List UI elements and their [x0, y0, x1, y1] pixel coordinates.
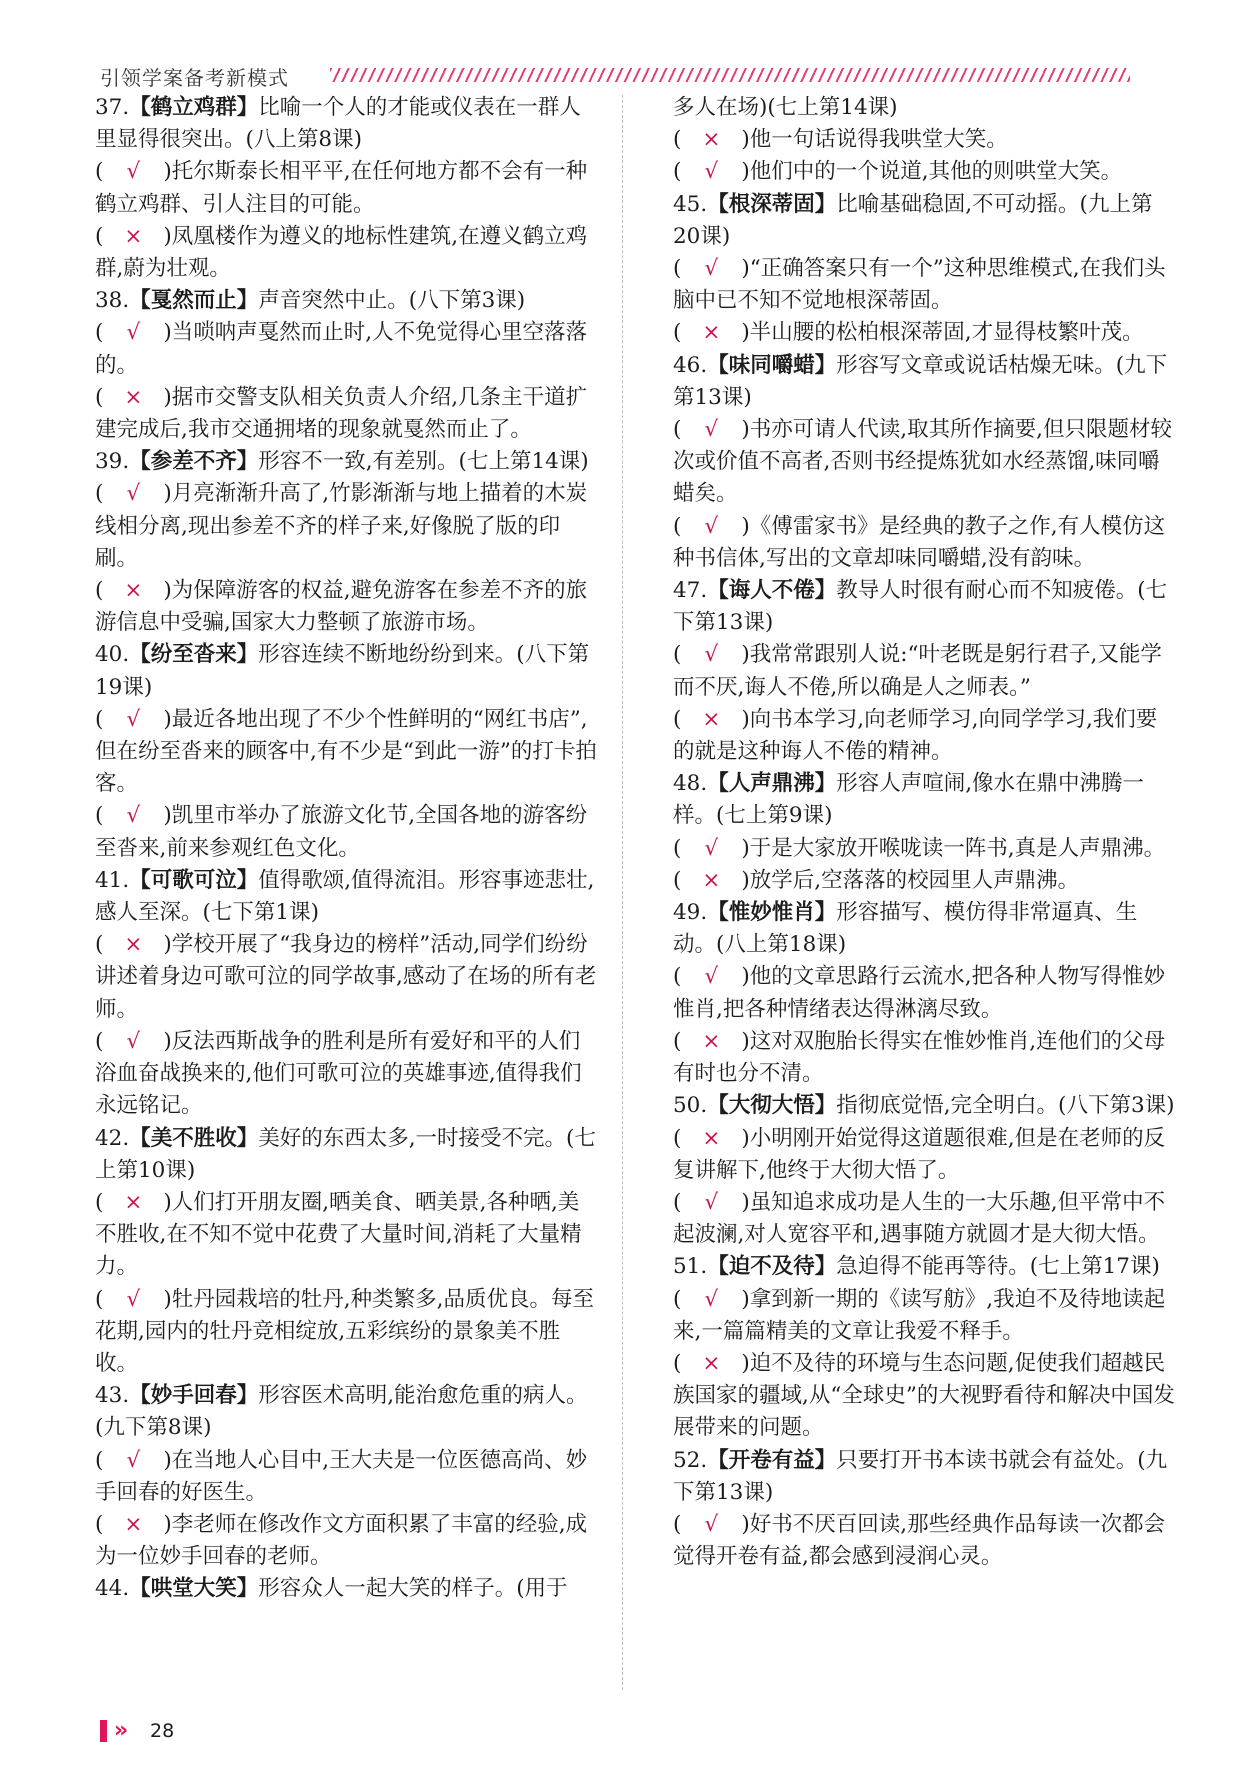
check-mark-icon: √ — [704, 256, 719, 282]
page-header — [100, 62, 1140, 92]
check-mark-icon: √ — [126, 706, 141, 732]
example-text: 为保障游客的权益,避免游客在参差不齐的旅游信息中受骗,国家大力整顿了旅游市场。 — [95, 578, 588, 636]
example-sentence: ( × )他一句话说得我哄堂大笑。 — [673, 124, 1178, 156]
check-mark-icon: √ — [126, 1447, 141, 1473]
example-sentence: ( × )迫不及待的环境与生态问题,促使我们超越民族国家的疆域,从“全球史”的大视野看待和解决中国发展带来的问题。 — [673, 1348, 1178, 1445]
example-text: 《傅雷家书》是经典的教子之作,有人模仿这种书信体,写出的文章却味同嚼蜡,没有韵味。 — [673, 513, 1166, 571]
entry-number: 41. — [95, 867, 130, 893]
example-text: 学校开展了“我身边的榜样”活动,同学们纷纷讲述着身边可歌可泣的同学故事,感动了在场的所有老师。 — [95, 932, 597, 1022]
example-sentence: ( √ )拿到新一期的《读写舫》,我迫不及待地读起来,一篇篇精美的文章让我爱不释手。 — [673, 1284, 1178, 1348]
cross-mark-icon: × — [124, 223, 143, 249]
example-sentence: ( √ )托尔斯泰长相平平,在任何地方都不会有一种鹤立鸡群、引人注目的可能。 — [95, 156, 600, 220]
check-mark-icon: √ — [704, 417, 719, 443]
idiom-entry — [673, 92, 1178, 189]
idiom-term: 【诲人不倦】 — [707, 578, 837, 604]
idiom-entry — [95, 285, 600, 446]
idiom-entry — [95, 1380, 600, 1573]
check-mark-icon: √ — [704, 964, 719, 990]
example-sentence: ( √ )书亦可请人代读,取其所作摘要,但只限题材较次或价值不高者,否则书经提炼犹如水经蒸馏,味同嚼蜡矣。 — [673, 414, 1178, 511]
entry-heading — [673, 897, 1178, 961]
example-sentence: ( √ )他的文章思路行云流水,把各种人物写得惟妙惟肖,把各种情绪表达得淋漓尽致。 — [673, 961, 1178, 1025]
example-sentence: ( √ )月亮渐渐升高了,竹影渐渐与地上描着的木炭线相分离,现出参差不齐的样子来,好像脱了版的印刷。 — [95, 478, 600, 575]
example-text: 好书不厌百回读,那些经典作品每读一次都会觉得开卷有益,都会感到浸润心灵。 — [673, 1511, 1166, 1570]
header-title: 引领学案备考新模式 — [100, 66, 289, 90]
idiom-term: 【纷至沓来】 — [129, 642, 259, 668]
idiom-definition: 比喻一个人的才能或仪表在一群人里显得很突出。(八上第8课) — [95, 95, 581, 153]
footer-bar — [100, 1720, 107, 1742]
idiom-definition: 声音突然中止。(八下第3课) — [258, 288, 526, 314]
example-text: 月亮渐渐升高了,竹影渐渐与地上描着的木炭线相分离,现出参差不齐的样子来,好像脱了版的印刷。 — [95, 481, 588, 571]
entry-heading — [673, 350, 1178, 414]
idiom-entry — [673, 897, 1178, 1090]
entry-number: 46. — [673, 352, 708, 378]
example-text: 迫不及待的环境与生态问题,促使我们超越民族国家的疆域,从“全球史”的大视野看待和解决中国发展带来的问题。 — [673, 1350, 1175, 1441]
entry-heading — [95, 865, 600, 929]
idiom-entry — [673, 1445, 1178, 1574]
check-mark-icon: √ — [704, 513, 719, 539]
example-text: 放学后,空落落的校园里人声鼎沸。 — [749, 867, 1080, 893]
entry-heading — [95, 639, 600, 703]
idiom-term: 【惟妙惟肖】 — [707, 900, 837, 926]
check-mark-icon: √ — [704, 1286, 719, 1312]
check-mark-icon: √ — [126, 1286, 141, 1312]
check-mark-icon: √ — [126, 481, 141, 507]
entry-number: 48. — [673, 771, 708, 797]
example-text: 这对双胞胎长得实在惟妙惟肖,连他们的父母有时也分不清。 — [673, 1028, 1166, 1087]
idiom-definition: 教导人时很有耐心而不知疲倦。(七下第13课) — [673, 578, 1168, 636]
entry-number: 45. — [673, 191, 708, 217]
example-text: 人们打开朋友圈,晒美食、晒美景,各种晒,美不胜收,在不知不觉中花费了大量时间,消耗了大量精力。 — [95, 1189, 582, 1280]
idiom-definition: 指彻底觉悟,完全明白。(八下第3课) — [836, 1093, 1175, 1119]
entry-number: 52. — [673, 1447, 708, 1473]
cross-mark-icon: × — [124, 384, 143, 410]
example-sentence: ( × )学校开展了“我身边的榜样”活动,同学们纷纷讲述着身边可歌可泣的同学故事,感动了在场的所有老师。 — [95, 929, 600, 1026]
idiom-term: 【味同嚼蜡】 — [707, 352, 837, 378]
example-text: 小明刚开始觉得这道题很难,但是在老师的反复讲解下,他终于大彻大悟了。 — [673, 1125, 1166, 1183]
entry-heading — [673, 1251, 1178, 1283]
example-sentence: ( √ )《傅雷家书》是经典的教子之作,有人模仿这种书信体,写出的文章却味同嚼蜡,没有韵味。 — [673, 511, 1178, 575]
idiom-entry — [95, 639, 600, 864]
idiom-term: 【可歌可泣】 — [129, 867, 259, 893]
left-column — [95, 92, 600, 1606]
idiom-entry — [95, 1123, 600, 1381]
example-sentence: ( × )据市交警支队相关负责人介绍,几条主干道扩建完成后,我市交通拥堵的现象就戛然而止了。 — [95, 382, 600, 446]
cross-mark-icon: × — [124, 1511, 143, 1537]
example-sentence: ( √ )最近各地出现了不少个性鲜明的“网红书店”,但在纷至沓来的顾客中,有不少是“到此一游”的打卡拍客。 — [95, 704, 600, 801]
idiom-definition: 形容写文章或说话枯燥无味。(九下第13课) — [673, 352, 1168, 410]
example-sentence: ( × )为保障游客的权益,避免游客在参差不齐的旅游信息中受骗,国家大力整顿了旅游市场。 — [95, 575, 600, 639]
idiom-definition: 形容人声喧闹,像水在鼎中沸腾一样。(七上第9课) — [673, 771, 1145, 829]
entry-heading — [95, 446, 600, 478]
entry-number: 40. — [95, 642, 130, 668]
entry-heading — [95, 285, 600, 317]
example-text: 于是大家放开喉咙读一阵书,真是人声鼎沸。 — [749, 835, 1166, 861]
idiom-term: 【参差不齐】 — [129, 449, 259, 475]
example-text: 他的文章思路行云流水,把各种人物写得惟妙惟肖,把各种情绪表达得淋漓尽致。 — [673, 964, 1166, 1022]
example-sentence: ( √ )虽知追求成功是人生的一大乐趣,但平常中不起波澜,对人宽容平和,遇事随方就圆才是大彻大悟。 — [673, 1187, 1178, 1251]
idiom-term: 【根深蒂固】 — [707, 191, 837, 217]
example-sentence: ( √ )反法西斯战争的胜利是所有爱好和平的人们浴血奋战换来的,他们可歌可泣的英雄事迹,值得我们永远铭记。 — [95, 1026, 600, 1123]
entry-number: 44. — [95, 1576, 130, 1602]
idiom-entry — [673, 575, 1178, 768]
entry-number: 49. — [673, 900, 708, 926]
example-text: 在当地人心目中,王大夫是一位医德高尚、妙手回春的好医生。 — [95, 1447, 588, 1505]
idiom-term: 【开卷有益】 — [707, 1447, 837, 1473]
entry-heading — [673, 768, 1178, 832]
idiom-definition: 形容医术高明,能治愈危重的病人。(九下第8课) — [95, 1383, 588, 1441]
check-mark-icon: √ — [704, 642, 719, 668]
example-sentence: ( √ )当唢呐声戛然而止时,人不免觉得心里空落落的。 — [95, 317, 600, 381]
entry-heading — [95, 92, 600, 156]
idiom-entry — [673, 1251, 1178, 1444]
cross-mark-icon: × — [702, 706, 721, 732]
column-divider — [622, 95, 623, 1690]
idiom-definition: 形容众人一起大笑的样子。(用于 — [258, 1576, 568, 1602]
example-sentence: ( √ )他们中的一个说道,其他的则哄堂大笑。 — [673, 156, 1178, 188]
cross-mark-icon: × — [702, 1028, 721, 1054]
check-mark-icon: √ — [126, 159, 141, 185]
example-sentence: ( × )放学后,空落落的校园里人声鼎沸。 — [673, 865, 1178, 897]
right-column — [673, 92, 1178, 1573]
example-text: “正确答案只有一个”这种思维模式,在我们头脑中已不知不觉地根深蒂固。 — [673, 256, 1166, 314]
entry-number: 42. — [95, 1125, 130, 1151]
check-mark-icon: √ — [704, 159, 719, 185]
entry-heading — [95, 1123, 600, 1187]
idiom-definition: 多人在场)(七上第14课) — [673, 95, 898, 120]
idiom-term: 【戛然而止】 — [129, 288, 259, 314]
example-sentence: ( × )向书本学习,向老师学习,向同学学习,我们要的就是这种诲人不倦的精神。 — [673, 704, 1178, 768]
example-sentence: ( √ )牡丹园栽培的牡丹,种类繁多,品质优良。每至花期,园内的牡丹竞相绽放,五彩缤纷的景象美不胜收。 — [95, 1284, 600, 1381]
example-text: 半山腰的松柏根深蒂固,才显得枝繁叶茂。 — [749, 320, 1144, 346]
example-text: 托尔斯泰长相平平,在任何地方都不会有一种鹤立鸡群、引人注目的可能。 — [95, 159, 588, 217]
check-mark-icon: √ — [126, 803, 141, 829]
example-text: 虽知追求成功是人生的一大乐趣,但平常中不起波澜,对人宽容平和,遇事随方就圆才是大彻大悟。 — [673, 1189, 1166, 1248]
idiom-term: 【迫不及待】 — [707, 1254, 837, 1280]
example-text: 我常常跟别人说:“叶老既是躬行君子,又能学而不厌,诲人不倦,所以确是人之师表。” — [673, 642, 1162, 700]
idiom-term: 【妙手回春】 — [129, 1383, 259, 1409]
double-chevron-icon: » — [114, 1718, 126, 1743]
cross-mark-icon: × — [124, 578, 143, 604]
entry-number: 50. — [673, 1093, 708, 1119]
check-mark-icon: √ — [704, 1511, 719, 1537]
check-mark-icon: √ — [704, 1189, 719, 1215]
entry-number: 37. — [95, 95, 130, 120]
entry-heading — [673, 189, 1178, 253]
idiom-entry — [673, 189, 1178, 350]
idiom-term: 【人声鼎沸】 — [707, 771, 837, 797]
entry-number: 39. — [95, 449, 130, 475]
idiom-definition: 美好的东西太多,一时接受不完。(七上第10课) — [95, 1125, 596, 1183]
example-text: 当唢呐声戛然而止时,人不免觉得心里空落落的。 — [95, 320, 588, 378]
entry-number: 51. — [673, 1254, 708, 1280]
example-sentence: ( × )这对双胞胎长得实在惟妙惟肖,连他们的父母有时也分不清。 — [673, 1026, 1178, 1090]
example-sentence: ( √ )凯里市举办了旅游文化节,全国各地的游客纷至沓来,前来参观红色文化。 — [95, 800, 600, 864]
cross-mark-icon: × — [702, 127, 721, 153]
example-text: 据市交警支队相关负责人介绍,几条主干道扩建完成后,我市交通拥堵的现象就戛然而止了。 — [95, 384, 588, 443]
idiom-definition: 比喻基础稳固,不可动摇。(九上第20课) — [673, 191, 1153, 249]
idiom-definition: 只要打开书本读书就会有益处。(九下第13课) — [673, 1447, 1168, 1505]
cross-mark-icon: × — [702, 1125, 721, 1151]
idiom-entry — [95, 865, 600, 1123]
idiom-definition: 形容连续不断地纷纷到来。(八下第19课) — [95, 642, 590, 700]
example-sentence: ( × )李老师在修改作文方面积累了丰富的经验,成为一位妙手回春的老师。 — [95, 1509, 600, 1573]
example-text: 拿到新一期的《读写舫》,我迫不及待地读起来,一篇篇精美的文章让我爱不释手。 — [673, 1286, 1166, 1344]
idiom-entry — [673, 768, 1178, 897]
entry-heading — [95, 1573, 600, 1605]
cross-mark-icon: × — [124, 1189, 143, 1215]
entry-heading — [673, 1445, 1178, 1509]
idiom-entry — [95, 1573, 600, 1605]
example-sentence: ( √ )好书不厌百回读,那些经典作品每读一次都会觉得开卷有益,都会感到浸润心灵。 — [673, 1509, 1178, 1573]
example-text: 他一句话说得我哄堂大笑。 — [749, 127, 1008, 153]
check-mark-icon: √ — [126, 1028, 141, 1054]
idiom-entry — [95, 446, 600, 639]
idiom-term: 【大彻大悟】 — [707, 1093, 837, 1119]
example-text: 书亦可请人代读,取其所作摘要,但只限题材较次或价值不高者,否则书经提炼犹如水经蒸馏,味同嚼蜡矣。 — [673, 417, 1172, 507]
idiom-definition: 急迫得不能再等待。(七上第17课) — [836, 1254, 1160, 1280]
cross-mark-icon: × — [702, 320, 721, 346]
check-mark-icon: √ — [704, 835, 719, 861]
example-sentence: ( √ )于是大家放开喉咙读一阵书,真是人声鼎沸。 — [673, 833, 1178, 865]
entry-number: 47. — [673, 578, 708, 604]
example-text: 凤凰楼作为遵义的地标性建筑,在遵义鹤立鸡群,蔚为壮观。 — [95, 223, 588, 282]
idiom-entry — [95, 92, 600, 285]
example-sentence: ( × )半山腰的松柏根深蒂固,才显得枝繁叶茂。 — [673, 317, 1178, 349]
idiom-definition: 形容描写、模仿得非常逼真、生动。(八上第18课) — [673, 900, 1138, 958]
cross-mark-icon: × — [124, 932, 143, 958]
check-mark-icon: √ — [126, 320, 141, 346]
example-text: 最近各地出现了不少个性鲜明的“网红书店”,但在纷至沓来的顾客中,有不少是“到此一游”的打卡拍客。 — [95, 706, 597, 797]
example-text: 向书本学习,向老师学习,向同学学习,我们要的就是这种诲人不倦的精神。 — [673, 706, 1158, 765]
example-sentence: ( √ )在当地人心目中,王大夫是一位医德高尚、妙手回春的好医生。 — [95, 1445, 600, 1509]
idiom-term: 【美不胜收】 — [129, 1125, 259, 1151]
example-sentence: ( × )凤凰楼作为遵义的地标性建筑,在遵义鹤立鸡群,蔚为壮观。 — [95, 221, 600, 285]
idiom-entry — [673, 350, 1178, 575]
idiom-term: 【哄堂大笑】 — [129, 1576, 259, 1602]
entry-number: 43. — [95, 1383, 130, 1409]
cross-mark-icon: × — [702, 1350, 721, 1376]
page-number: 28 — [150, 1720, 175, 1742]
entry-heading — [95, 1380, 600, 1444]
example-sentence: ( √ )“正确答案只有一个”这种思维模式,在我们头脑中已不知不觉地根深蒂固。 — [673, 253, 1178, 317]
example-sentence: ( √ )我常常跟别人说:“叶老既是躬行君子,又能学而不厌,诲人不倦,所以确是人之师表。” — [673, 639, 1178, 703]
header-decoration — [330, 68, 1130, 82]
example-text: 李老师在修改作文方面积累了丰富的经验,成为一位妙手回春的老师。 — [95, 1511, 588, 1570]
idiom-term: 【鹤立鸡群】 — [129, 95, 259, 120]
idiom-definition: 值得歌颂,值得流泪。形容事迹悲壮,感人至深。(七下第1课) — [95, 867, 595, 926]
example-text: 牡丹园栽培的牡丹,种类繁多,品质优良。每至花期,园内的牡丹竞相绽放,五彩缤纷的景象美不胜收。 — [95, 1286, 594, 1376]
entry-heading — [673, 575, 1178, 639]
idiom-entry — [673, 1090, 1178, 1251]
example-text: 他们中的一个说道,其他的则哄堂大笑。 — [749, 159, 1123, 185]
example-text: 反法西斯战争的胜利是所有爱好和平的人们浴血奋战换来的,他们可歌可泣的英雄事迹,值得我们永远铭记。 — [95, 1028, 582, 1119]
cross-mark-icon: × — [702, 867, 721, 893]
entry-number: 38. — [95, 288, 130, 314]
idiom-definition: 形容不一致,有差别。(七上第14课) — [258, 449, 589, 475]
entry-heading — [673, 1090, 1178, 1122]
example-sentence: ( × )人们打开朋友圈,晒美食、晒美景,各种晒,美不胜收,在不知不觉中花费了大量时间,消耗了大量精力。 — [95, 1187, 600, 1284]
example-sentence: ( × )小明刚开始觉得这道题很难,但是在老师的反复讲解下,他终于大彻大悟了。 — [673, 1123, 1178, 1187]
entry-heading — [673, 92, 1178, 124]
example-text: 凯里市举办了旅游文化节,全国各地的游客纷至沓来,前来参观红色文化。 — [95, 803, 588, 861]
